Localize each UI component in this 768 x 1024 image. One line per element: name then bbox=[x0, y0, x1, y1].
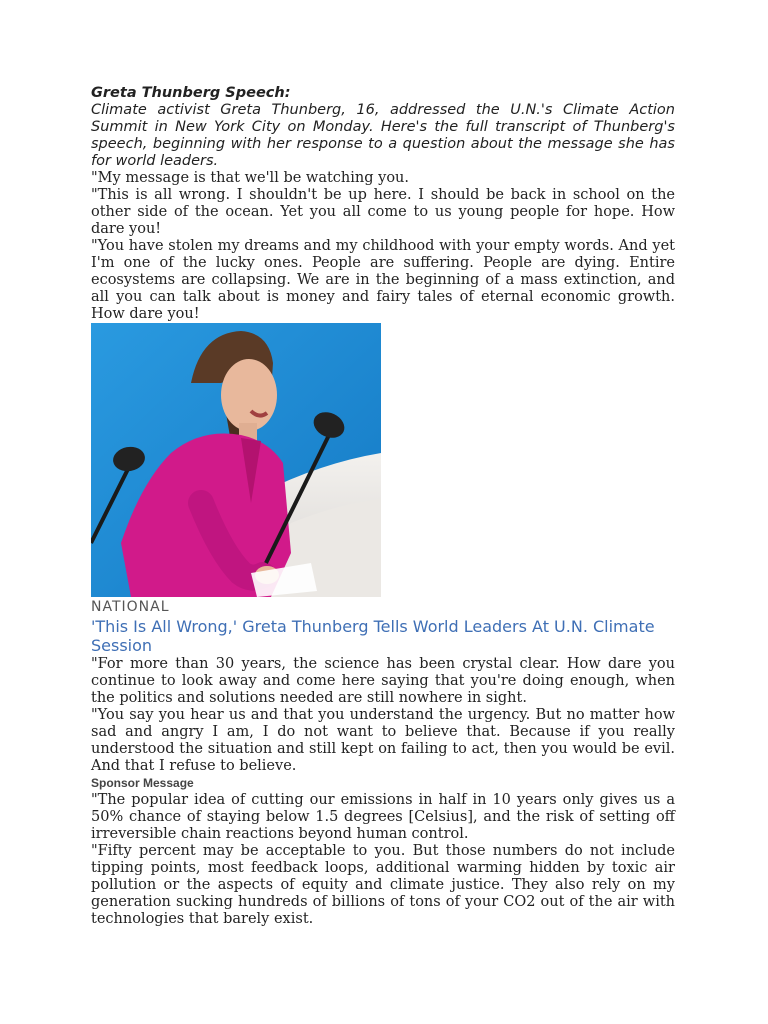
paragraph: "This is all wrong. I shouldn't be up here. I should be back in school on the other side of the ocean. Yet you all come to us young people for hope. How dare you! bbox=[91, 187, 675, 237]
speaker-photo[interactable] bbox=[91, 323, 381, 597]
paragraph: "The popular idea of cutting our emissions in half in 10 years only gives us a 50% chance of staying below 1.5 degrees [Celsius], and the risk of setting off irreversible chain reactions beyond human control. bbox=[91, 792, 675, 842]
article-intro: Climate activist Greta Thunberg, 16, addressed the U.N.'s Climate Action Summit in New York City on Monday. Here's the full transcript of Thunberg's speech, beginning with her response to a question about the message she has for world leaders. bbox=[91, 102, 675, 169]
paragraph: "You have stolen my dreams and my childhood with your empty words. And yet I'm one of the lucky ones. People are suffering. People are dying. Entire ecosystems are collapsing. We are in the beginning of a mass extinction, and all you can talk about is money and fairy tales of eternal economic growth. How dare you! bbox=[91, 238, 675, 322]
paragraph: "Fifty percent may be acceptable to you. But those numbers do not include tipping points, most feedback loops, additional warming hidden by toxic air pollution or the aspects of equity and climate justice. They also rely on my generation sucking hundreds of billions of tons of your CO2 out of the air with technologies that barely exist. bbox=[91, 843, 675, 927]
sponsor-label: Sponsor Message bbox=[91, 776, 194, 790]
section-label: NATIONAL bbox=[91, 599, 170, 615]
article-title: Greta Thunberg Speech: bbox=[91, 85, 291, 101]
article bbox=[91, 85, 675, 928]
paragraph: "You say you hear us and that you understand the urgency. But no matter how sad and angry I am, I do not want to believe that. Because if you really understood the situation and still kept on failing to act, then you would be evil. And that I refuse to believe. bbox=[91, 707, 675, 774]
paragraph: "For more than 30 years, the science has been crystal clear. How dare you continue to look away and come here saying that you're doing enough, when the politics and solutions needed are still nowhere in sight. bbox=[91, 656, 675, 706]
paragraph: "My message is that we'll be watching you. bbox=[91, 170, 409, 186]
related-article-link[interactable]: 'This Is All Wrong,' Greta Thunberg Tells World Leaders At U.N. Climate Session bbox=[91, 617, 655, 655]
